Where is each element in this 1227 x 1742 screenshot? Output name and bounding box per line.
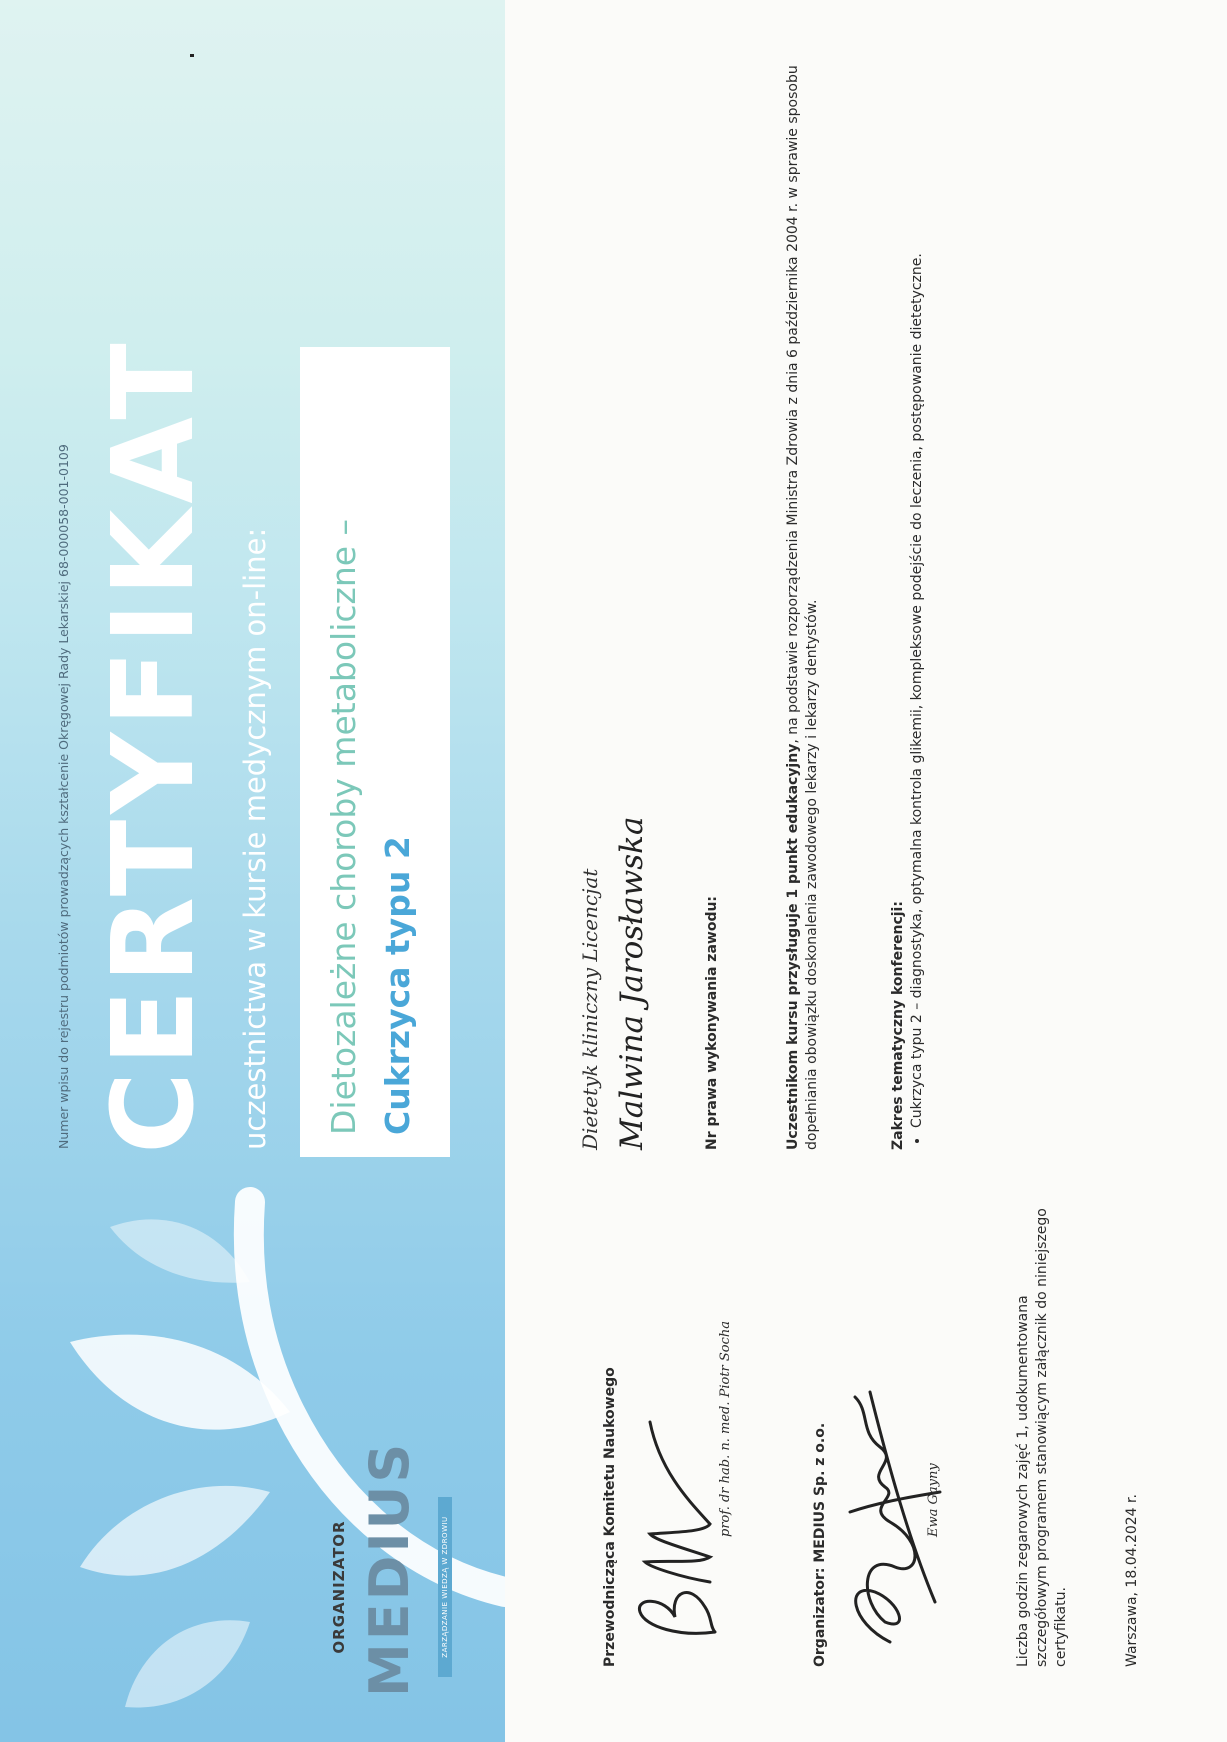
- scope-list: [908, 28, 927, 1150]
- organizer-logo: [330, 1440, 480, 1697]
- chair-label: Przewodnicząca Komitetu Naukowego: [602, 1367, 618, 1667]
- course-name-line2: Cukrzyca typu 2: [378, 836, 417, 1135]
- certificate-subtitle: uczestnictwa w kursie medycznym on-line:: [238, 527, 272, 1150]
- certificate-title: CERTYFIKAT: [89, 337, 219, 1154]
- registry-number: Numer wpisu do rejestru podmiotów prowadzących kształcenie Okręgowej Rady Lekarskiej 68-000058-001-0109: [56, 444, 71, 1149]
- scope-title: Zakres tematyczny konferencji:: [890, 901, 906, 1150]
- education-points-text: , na podstawie rozporządzenia Ministra Zdrowia z dnia 6 października 2004 r. w sprawie sposobu dopełniania obowiązku doskonalenia zawodowego lekarzy i lekarzy dentystów.: [785, 65, 820, 1150]
- medius-logo-text: MEDIUS: [358, 1440, 421, 1697]
- course-name-line1: Dietozależne choroby metaboliczne –: [324, 518, 363, 1135]
- education-points-highlight: Uczestnikom kursu przysługuje 1 punkt edukacyjny: [785, 743, 801, 1150]
- issue-date: Warszawa, 18.04.2024 r.: [1124, 1494, 1140, 1667]
- organizer-logo-label: ORGANIZATOR: [330, 1520, 348, 1654]
- chair-name: prof. dr hab. n. med. Piotr Socha: [718, 1320, 733, 1537]
- chair-signature: [620, 1412, 730, 1652]
- participant-name: Malwina Jarosławska: [614, 816, 650, 1150]
- hours-note: Liczba godzin zegarowych zajęć 1, udokumentowana szczegółowym programem stanowiącym załącznik do niniejszego certyfikatu.: [1015, 1208, 1069, 1667]
- organizer-name: Ewa Gayny: [926, 1463, 941, 1537]
- scope-item: • Cukrzyca typu 2 – diagnostyka, optymalna kontrola glikemii, kompleksowe podejście do leczenia, postępowanie dietetyczne.: [908, 28, 927, 1128]
- license-number-label: Nr prawa wykonywania zawodu:: [704, 895, 720, 1150]
- participant-profession: Dietetyk kliniczny Licencjat: [578, 868, 602, 1150]
- header-banner: [0, 0, 505, 1742]
- organizer-label: Organizator: MEDIUS Sp. z o.o.: [812, 1422, 828, 1667]
- scan-speck: [190, 54, 194, 57]
- medius-logo-tagline: ZARZĄDZANIE WIEDZĄ W ZDROWIU: [438, 1497, 452, 1677]
- education-points-statement: [784, 50, 822, 1150]
- course-name-box: [300, 347, 450, 1157]
